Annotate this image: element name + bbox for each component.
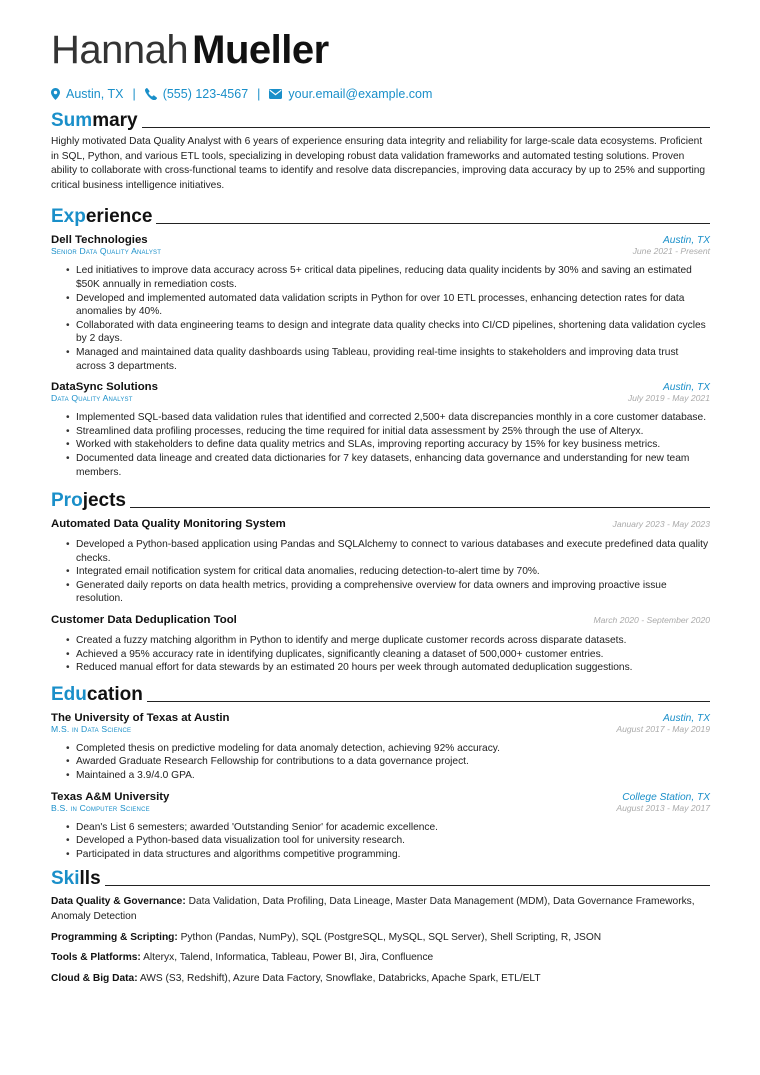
project-entry — [51, 614, 710, 675]
skill-category: Tools & Platforms: — [51, 952, 141, 964]
education-dates: August 2017 - May 2019 — [616, 723, 710, 734]
bullet-item: • Created a fuzzy matching algorithm in Python to identify and merge duplicate customer records across disparate datasets. — [76, 634, 710, 648]
education-entry — [51, 712, 710, 783]
project-name: Customer Data Deduplication Tool — [51, 614, 237, 627]
skill-category: Cloud & Big Data: — [51, 972, 138, 984]
map-pin-icon — [51, 88, 60, 100]
school-location: College Station, TX — [622, 791, 710, 803]
bullet-item: • Generated daily reports on data health metrics, providing a comprehensive overview for data owners and improving proactive issue resolution. — [76, 579, 710, 606]
summary-text: Highly motivated Data Quality Analyst with 6 years of experience ensuring data integrity and reliability for large-scale data ecosystems. Proficient in SQL, Python, and various ETL tools, specializing in developing robust data validation frameworks and automated testing solutions. Proven ability to collaborate with cross-functional teams to identify and resolve data discrepancies, improving data accuracy by up to 25% and supporting critical business intelligence initiatives. — [51, 136, 706, 191]
bullet-item: • Developed and implemented automated data validation scripts in Python for over 10 ETL processes, enhancing detection rates for data anomalies by 40%. — [76, 292, 710, 319]
section-title: Skills — [51, 868, 101, 890]
section-title: Projects — [51, 490, 126, 512]
contact-phone[interactable] — [145, 87, 248, 101]
job-title: Data Quality Analyst — [51, 393, 133, 404]
bullet-list — [51, 538, 710, 606]
section-title: Summary — [51, 110, 138, 131]
skill-values: Alteryx, Talend, Informatica, Tableau, Power BI, Jira, Confluence — [143, 952, 434, 964]
school-name: The University of Texas at Austin — [51, 711, 230, 724]
bullet-item: • Maintained a 3.9/4.0 GPA. — [76, 769, 710, 783]
candidate-name — [51, 28, 710, 72]
bullet-list — [51, 821, 710, 862]
section-divider — [142, 127, 710, 128]
company-name: Dell Technologies — [51, 234, 148, 247]
bullet-item: • Dean's List 6 semesters; awarded 'Outstanding Senior' for academic excellence. — [76, 821, 710, 835]
contact-bar — [51, 87, 710, 101]
job-location: Austin, TX — [663, 235, 710, 247]
degree: B.S. in Computer Science — [51, 802, 150, 813]
bullet-item: • Achieved a 95% accuracy rate in identifying duplicates, significantly cleaning a dataset of 500,000+ customer entries. — [76, 648, 710, 662]
experience-entry — [51, 381, 710, 479]
school-name: Texas A&M University — [51, 790, 170, 803]
envelope-icon — [269, 89, 282, 99]
location-text: Austin, TX — [66, 87, 124, 101]
bullet-item: • Completed thesis on predictive modeling for data anomaly detection, achieving 92% accuracy. — [76, 742, 710, 756]
bullet-item: • Integrated email notification system for critical data anomalies, reducing detection-to-alert time by 70%. — [76, 565, 710, 579]
bullet-list — [51, 742, 710, 783]
email-link: your.email@example.com — [288, 87, 433, 101]
bullet-list — [51, 264, 710, 373]
phone-icon — [145, 88, 157, 100]
bullet-item: • Participated in data structures and algorithms competitive programming. — [76, 848, 710, 862]
degree: M.S. in Data Science — [51, 723, 132, 734]
company-name: DataSync Solutions — [51, 381, 158, 394]
bullet-item: • Developed a Python-based data visualization tool for university research. — [76, 834, 710, 848]
project-name: Automated Data Quality Monitoring System — [51, 518, 286, 531]
experience-heading — [51, 205, 710, 227]
contact-separator: | — [257, 87, 261, 101]
summary-heading — [51, 109, 710, 131]
skill-category: Data Quality & Governance: — [51, 896, 186, 908]
school-location: Austin, TX — [663, 712, 710, 724]
skill-values: AWS (S3, Redshift), Azure Data Factory, Snowflake, Databricks, Apache Spark, ETL/ELT — [139, 972, 541, 984]
project-dates: March 2020 - September 2020 — [593, 615, 710, 626]
contact-separator: | — [132, 87, 136, 101]
skill-category: Programming & Scripting: — [51, 931, 178, 943]
skill-line — [51, 931, 710, 946]
skill-values: Python (Pandas, NumPy), SQL (PostgreSQL, MySQL, SQL Server), Shell Scripting, R, JSON — [180, 931, 602, 943]
phone-text: (555) 123-4567 — [162, 87, 249, 101]
bullet-list — [51, 411, 710, 479]
section-title: Education — [51, 683, 143, 705]
skills-heading — [51, 867, 710, 889]
contact-location — [51, 87, 123, 101]
bullet-item: • Worked with stakeholders to define data quality metrics and SLAs, improving reporting accuracy by 15% for key business metrics. — [76, 438, 710, 452]
bullet-item: • Reduced manual effort for data stewards by an estimated 20 hours per week through automated deduplication suggestions. — [76, 661, 710, 675]
bullet-item: • Documented data lineage and created data dictionaries for 7 key datasets, enhancing data governance and understanding for new team members. — [76, 452, 710, 479]
first-name: Hannah — [51, 28, 189, 72]
skill-line — [51, 951, 710, 966]
bullet-item: • Led initiatives to improve data accuracy across 5+ critical data pipelines, reducing data quality incidents by 30% and saving an estimated $50K annually in remediation costs. — [76, 264, 710, 291]
last-name: Mueller — [192, 28, 329, 72]
job-dates: June 2021 - Present — [632, 246, 710, 257]
job-dates: July 2019 - May 2021 — [627, 393, 710, 404]
bullet-item: • Managed and maintained data quality dashboards using Tableau, providing real-time insights to stakeholders and improving data trust across 3 departments. — [76, 346, 710, 373]
section-divider — [147, 701, 710, 702]
skill-values: Data Validation, Data Profiling, Data Lineage, Master Data Management (MDM), Data Governance Frameworks, Anomaly Detection — [51, 896, 695, 922]
skill-line — [51, 895, 710, 924]
job-title: Senior Data Quality Analyst — [51, 246, 162, 257]
bullet-item: • Streamlined data profiling processes, reducing the time required for initial data assessment by 25% through the use of Alteryx. — [76, 425, 710, 439]
education-entry — [51, 791, 710, 862]
job-location: Austin, TX — [663, 382, 710, 394]
section-divider — [105, 885, 710, 886]
bullet-item: • Awarded Graduate Research Fellowship for contributions to a data governance project. — [76, 755, 710, 769]
project-entry — [51, 518, 710, 606]
section-divider — [130, 507, 710, 508]
contact-email[interactable] — [269, 87, 432, 101]
skill-line — [51, 972, 710, 987]
experience-entry — [51, 234, 710, 373]
bullet-list — [51, 634, 710, 675]
projects-heading — [51, 489, 710, 511]
bullet-item: • Implemented SQL-based data validation rules that identified and corrected 2,500+ data discrepancies monthly in a core customer database. — [76, 411, 710, 425]
section-divider — [156, 223, 710, 224]
bullet-item: • Collaborated with data engineering teams to design and integrate data quality checks into CI/CD pipelines, shortening data validation cycles by 2 days. — [76, 319, 710, 346]
education-heading — [51, 683, 710, 705]
bullet-item: • Developed a Python-based application using Pandas and SQLAlchemy to connect to various databases and execute predefined data quality checks. — [76, 538, 710, 565]
section-title: Experience — [51, 206, 153, 228]
education-dates: August 2013 - May 2017 — [616, 802, 710, 813]
project-dates: January 2023 - May 2023 — [612, 519, 710, 530]
